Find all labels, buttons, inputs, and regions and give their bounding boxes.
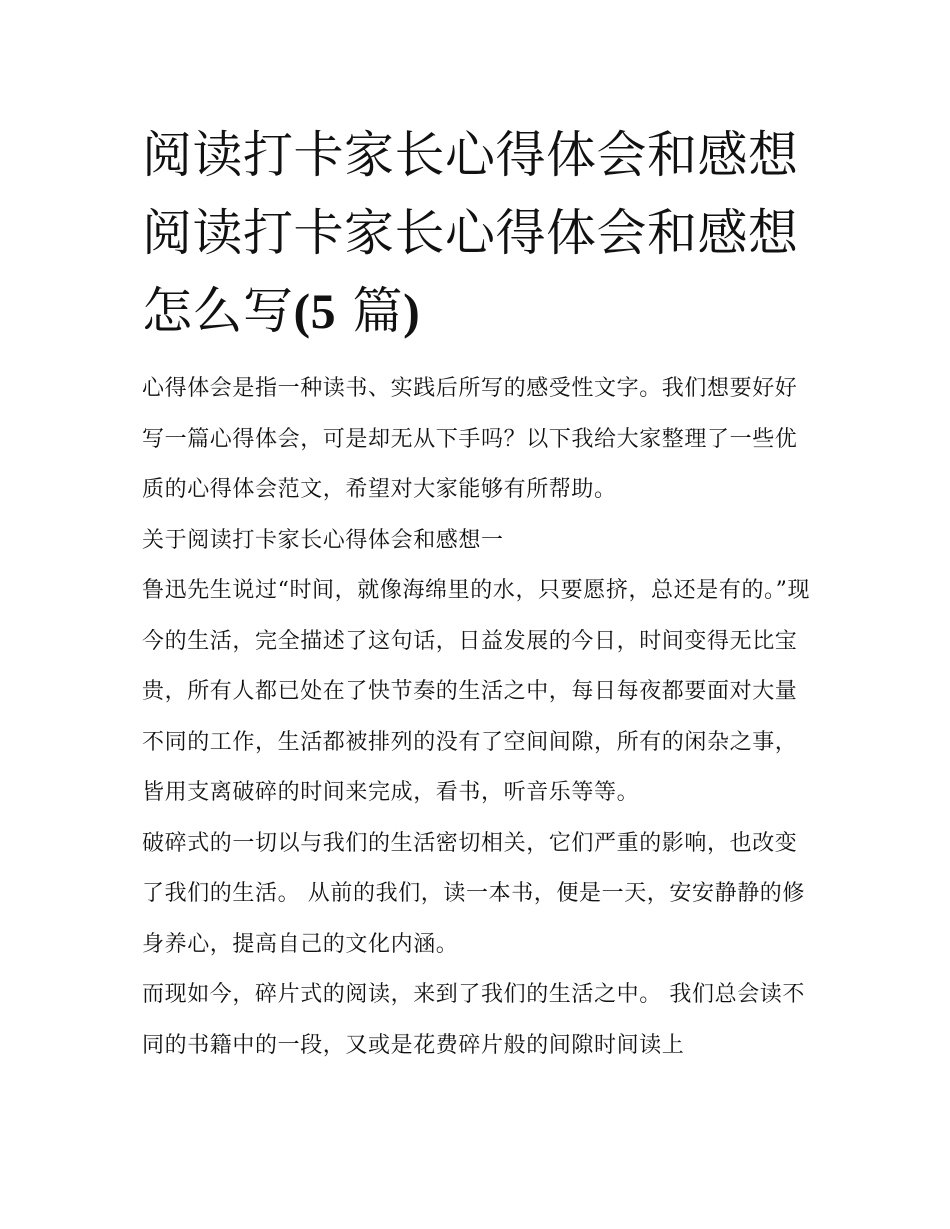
document-title [142,116,814,350]
body-paragraph-2: 破碎式的一切以与我们的生活密切相关，它们严重的影响，也改变了我们的生活。 从前的我们，读一本书，便是一天，安安静静的修身养心，提高自己的文化内涵。 [142,830,805,957]
intro-paragraph: 心得体会是指一种读书、实践后所写的感受性文字。我们想要好好写一篇心得体会，可是却无从下手吗？以下我给大家整理了一些优质的心得体会范文，希望对大家能够有所帮助。 [142,376,798,502]
title-line-1: 阅读打卡家长心得体会和感想 [142,126,799,184]
document-page [142,116,814,1071]
document-body [142,364,814,1071]
section-heading: 关于阅读打卡家长心得体会和感想一 [142,527,504,553]
title-line-3-part-4: ) [403,283,421,339]
title-line-3-part-3: 篇 [336,282,404,340]
body-paragraph-1: 鲁迅先生说过“时间，就像海绵里的水，只要愿挤，总还是有的。”现今的生活，完全描述了这句话，日益发展的今日，时间变得无比宝贵，所有人都已处在了快节奏的生活之中，每日每夜都要面对大量不同的工作，生活都被排列的没有了空间间隙，所有的闲杂之事，皆用支离破碎的时间来完成，看书，听音乐等等。 [142,578,811,805]
title-line-3-part-2: (5 [293,283,337,339]
title-line-3 [142,272,814,350]
title-line-3-part-1: 怎么写 [142,282,294,340]
body-paragraph-3: 而现如今，碎片式的阅读，来到了我们的生活之中。 我们总会读不同的书籍中的一段，又或是花费碎片般的间隙时间读上 [142,982,805,1058]
title-line-2: 阅读打卡家长心得体会和感想 [142,204,799,262]
